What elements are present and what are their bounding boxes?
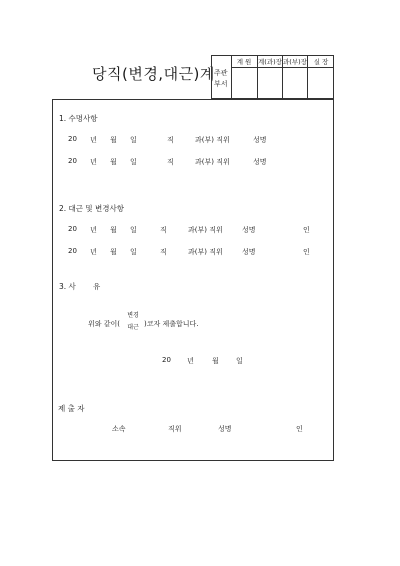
submitter-seal: 인	[296, 425, 303, 433]
statement-option-change: 변경	[127, 312, 139, 319]
submitter-heading: 제 출 자	[58, 404, 85, 413]
approval-col-team-lead: 계(과)장	[258, 56, 283, 98]
approval-side-label-2: 부서	[214, 80, 228, 88]
submitter-position: 직위	[168, 425, 182, 433]
approval-side-label-1: 주관	[214, 69, 228, 77]
statement-prefix: 위와 같이(	[88, 320, 121, 328]
statement-suffix: )코자 제출합니다.	[144, 320, 199, 328]
approval-col-dept-head: 과(부)장	[283, 56, 308, 98]
approval-col-director: 실 장	[308, 56, 334, 98]
form-frame	[52, 99, 334, 461]
page-title: 당직(변경,대근)계	[92, 65, 215, 83]
section1-heading: 1. 수명사항	[59, 114, 98, 123]
section2-heading: 2. 대근 및 변경사항	[59, 204, 125, 213]
statement-option-substitute: 대근	[127, 324, 139, 331]
approval-box	[211, 55, 334, 99]
section3-heading-word: 유	[93, 282, 101, 291]
approval-col-staff: 계 원	[231, 56, 258, 98]
section3-heading-num: 3. 사	[59, 282, 76, 291]
submitter-name: 성명	[218, 425, 232, 433]
submitter-affiliation: 소속	[112, 425, 126, 433]
approval-side-header	[212, 56, 232, 98]
